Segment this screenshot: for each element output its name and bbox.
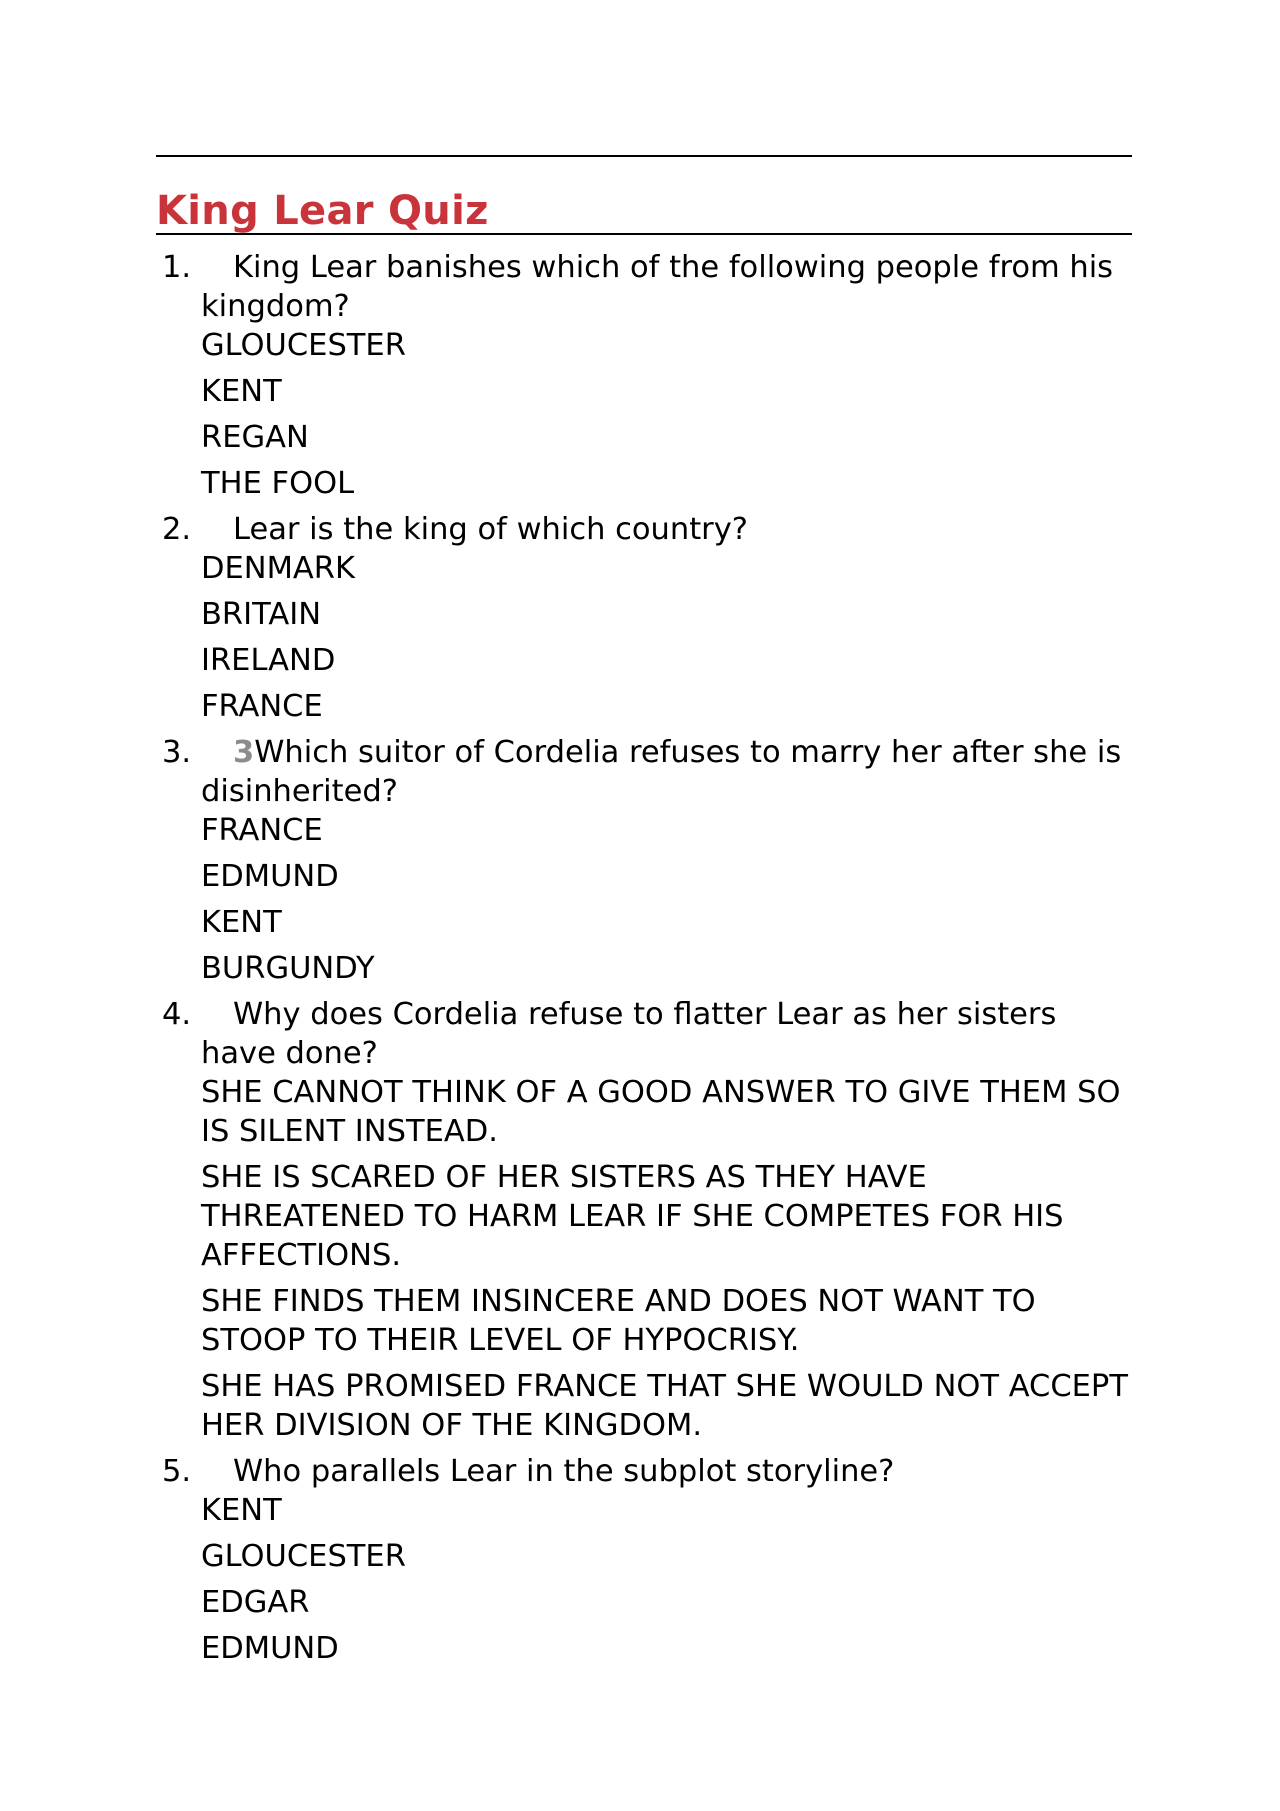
answer-option[interactable]: REGAN (201, 420, 309, 455)
question-heading (156, 248, 1132, 326)
answer-option[interactable]: SHE CANNOT THINK OF A GOOD ANSWER TO GIVE THEM SO IS SILENT INSTEAD. (201, 1075, 1121, 1149)
question-heading (156, 733, 1132, 811)
question-text-wrapper (201, 995, 1132, 1073)
question-text-wrapper (201, 1452, 1132, 1491)
answer-option[interactable]: SHE FINDS THEM INSINCERE AND DOES NOT WANT TO STOOP TO THEIR LEVEL OF HYPOCRISY. (201, 1284, 1036, 1358)
answer-option[interactable]: GLOUCESTER (201, 1539, 406, 1574)
answer-options (156, 811, 1132, 988)
question-text: King Lear banishes which of the following people from his kingdom? (201, 250, 1114, 324)
answer-option[interactable]: EDMUND (201, 1631, 339, 1666)
question-heading (156, 995, 1132, 1073)
answer-option[interactable]: GLOUCESTER (201, 328, 406, 363)
answer-option[interactable]: EDMUND (201, 859, 339, 894)
question-item (156, 1452, 1132, 1668)
title-underline (156, 233, 1132, 235)
question-heading (156, 1452, 1132, 1491)
question-text: Who parallels Lear in the subplot storyline? (233, 1454, 895, 1489)
answer-option[interactable]: KENT (201, 905, 282, 940)
answer-option[interactable]: KENT (201, 1493, 282, 1528)
question-text-wrapper (201, 510, 1132, 549)
answer-option[interactable]: EDGAR (201, 1585, 310, 1620)
answer-option[interactable]: THE FOOL (201, 466, 355, 501)
answer-options (156, 1491, 1132, 1668)
question-number: 5. (162, 1454, 192, 1489)
question-item (156, 733, 1132, 988)
question-item (156, 510, 1132, 726)
answer-options (156, 1073, 1132, 1445)
question-item (156, 248, 1132, 503)
page-title: King Lear Quiz (156, 188, 489, 234)
question-text: Why does Cordelia refuse to flatter Lear as her sisters have done? (201, 997, 1057, 1071)
answer-option[interactable]: FRANCE (201, 689, 323, 724)
answer-options (156, 326, 1132, 503)
question-number: 1. (162, 250, 192, 285)
answer-option[interactable]: BURGUNDY (201, 951, 375, 986)
question-text-wrapper (201, 733, 1132, 811)
header-rule (156, 155, 1132, 157)
question-heading (156, 510, 1132, 549)
answer-option[interactable]: SHE HAS PROMISED FRANCE THAT SHE WOULD NOT ACCEPT HER DIVISION OF THE KINGDOM. (201, 1369, 1128, 1443)
answer-option[interactable]: DENMARK (201, 551, 355, 586)
question-text: Lear is the king of which country? (233, 512, 748, 547)
question-text-wrapper (201, 248, 1132, 326)
answer-option[interactable]: FRANCE (201, 813, 323, 848)
question-item (156, 995, 1132, 1445)
answer-options (156, 549, 1132, 726)
answer-option[interactable]: IRELAND (201, 643, 336, 678)
question-text: Which suitor of Cordelia refuses to marry her after she is disinherited? (201, 735, 1122, 809)
question-number: 2. (162, 512, 192, 547)
question-number: 3. (162, 735, 192, 770)
answer-option[interactable]: BRITAIN (201, 597, 322, 632)
question-list (156, 248, 1132, 1675)
answer-option[interactable]: KENT (201, 374, 282, 409)
question-prefix-mark: 3 (233, 735, 255, 770)
answer-option[interactable]: SHE IS SCARED OF HER SISTERS AS THEY HAVE THREATENED TO HARM LEAR IF SHE COMPETES FOR HIS AFFECTIONS. (201, 1160, 1064, 1273)
question-number: 4. (162, 997, 192, 1032)
